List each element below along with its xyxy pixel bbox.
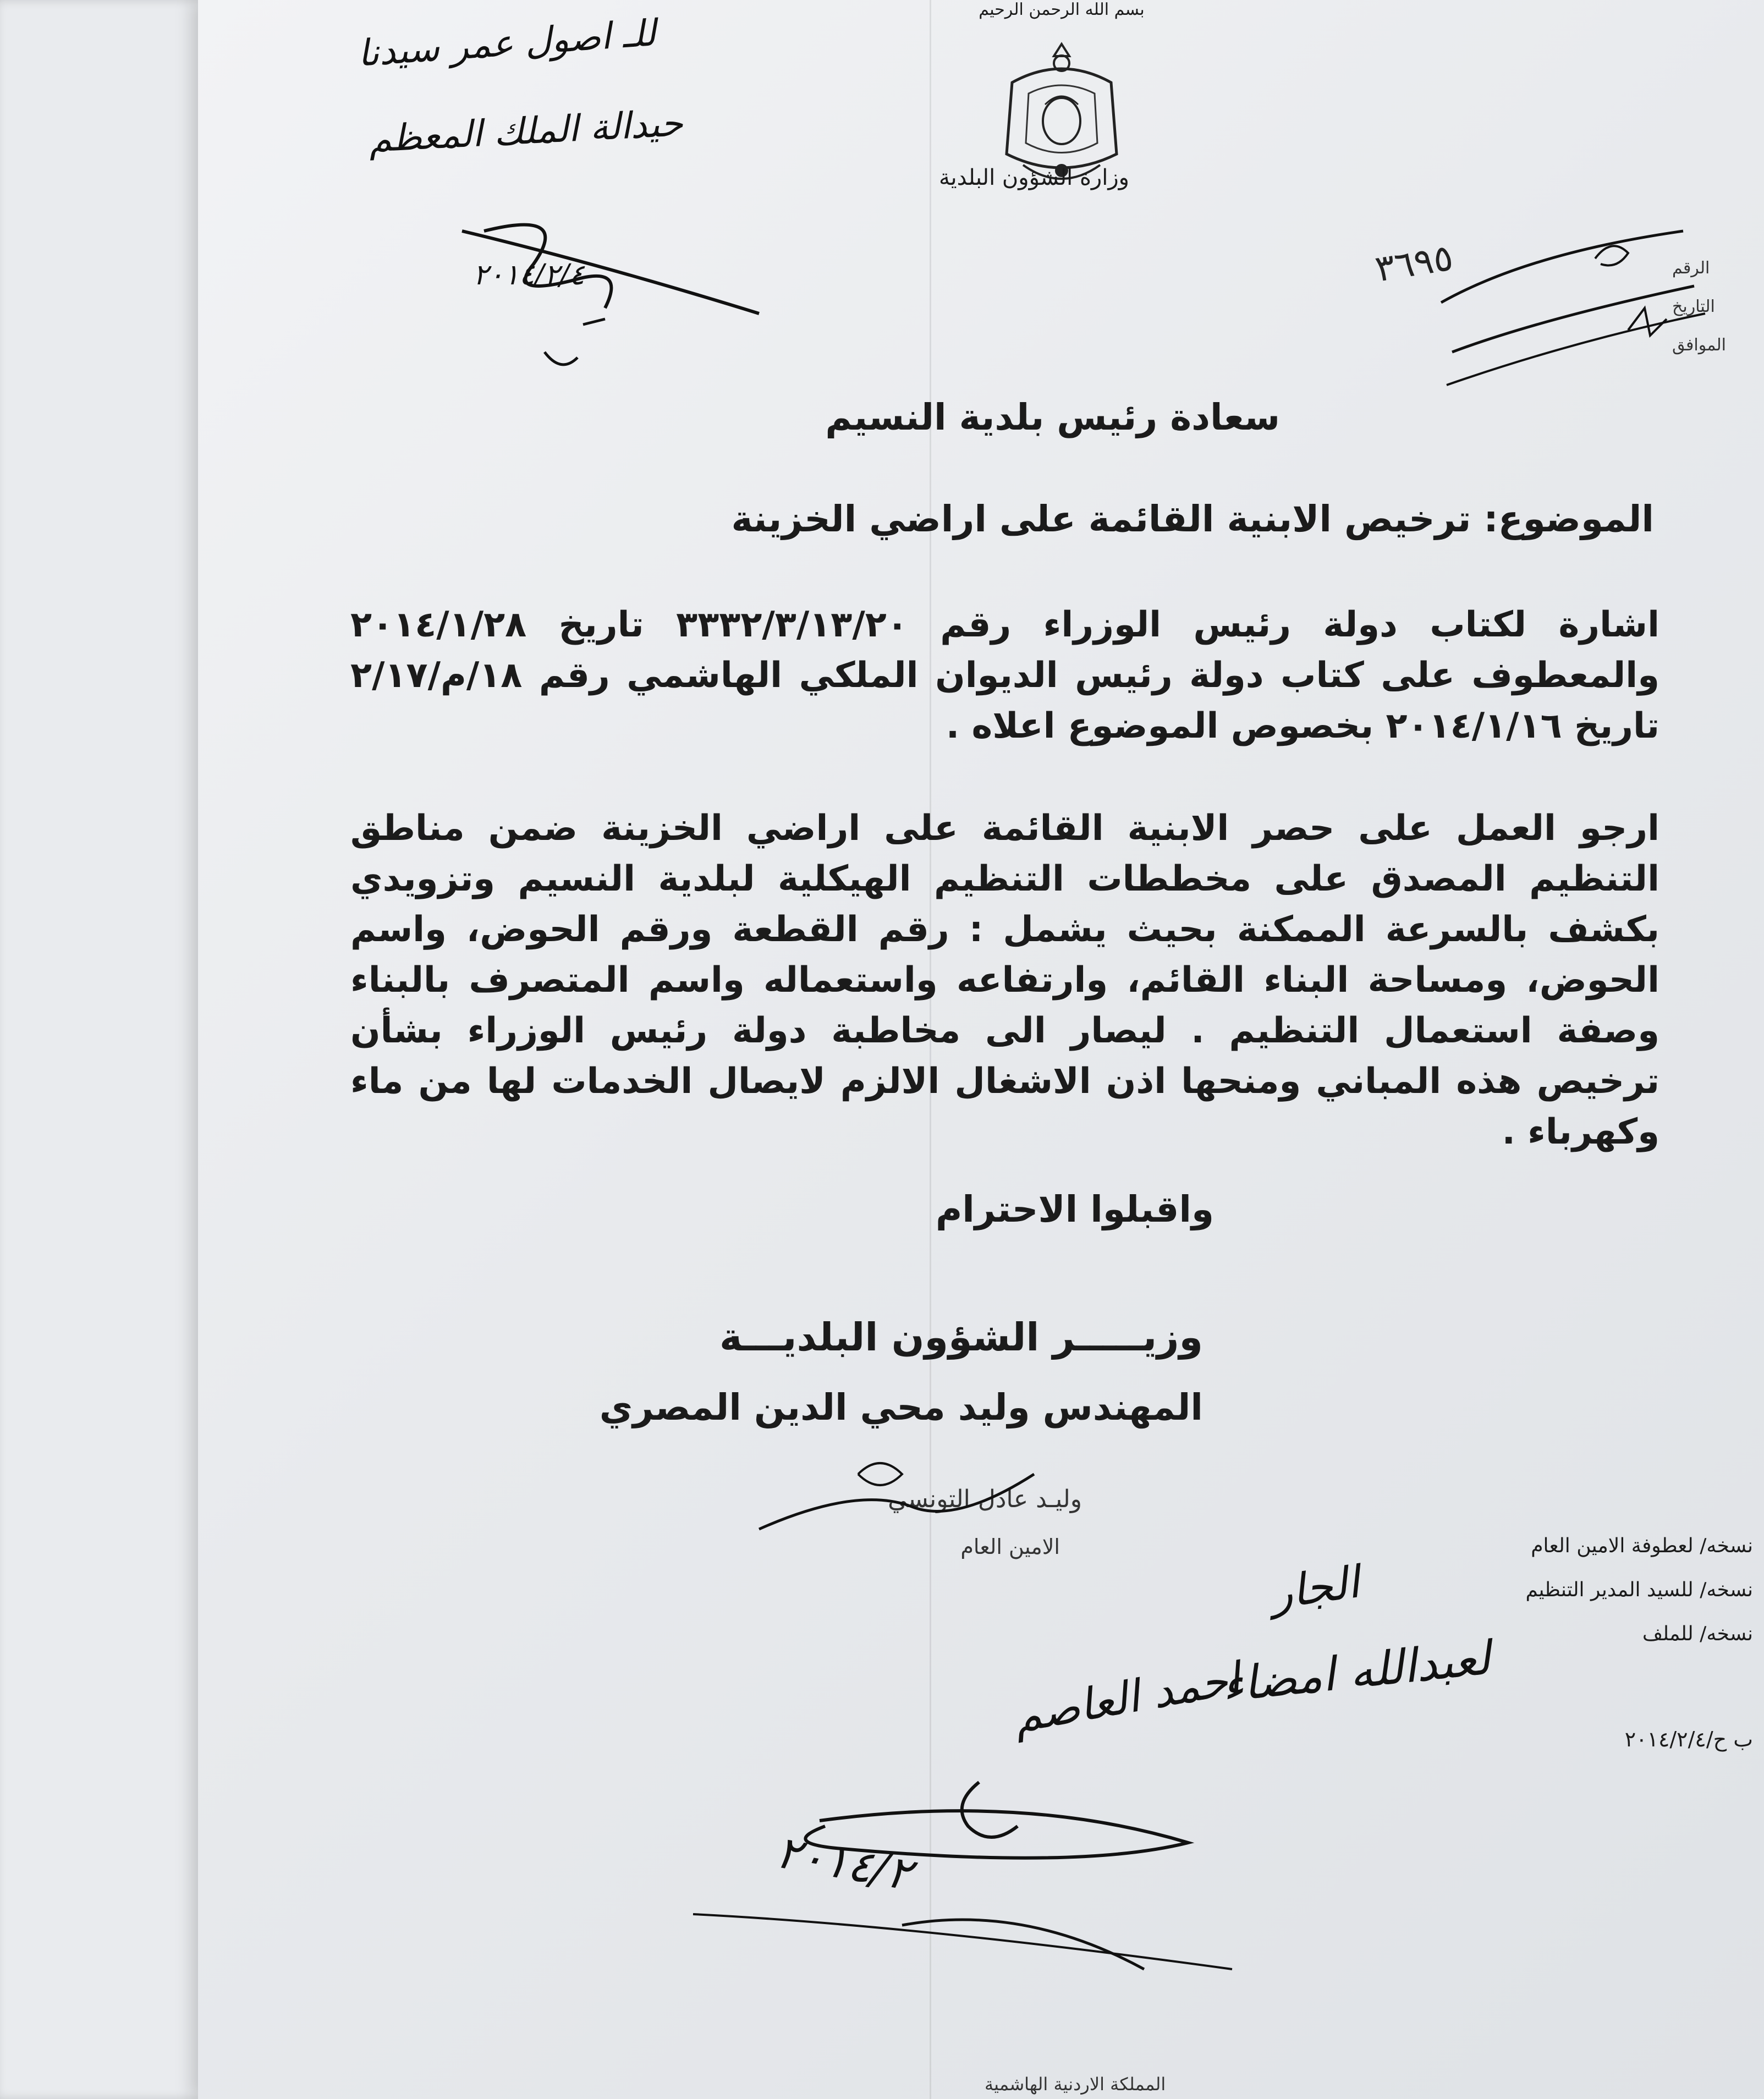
minister-signature <box>748 1452 1056 1562</box>
ref-label: الرقم <box>1672 259 1710 278</box>
stamp-role: الامين العام <box>960 1535 1060 1559</box>
stamp-name: وليـد عادل التونسي <box>888 1485 1082 1513</box>
reference-number: ٣٦٩٥ <box>1372 236 1456 290</box>
copy-date: ب ح/٢٠١٤/٢/٤ <box>1624 1727 1753 1751</box>
body-paragraph-1: اشارة لكتاب دولة رئيس الوزراء رقم ٣٣٣٢/٣/١٣/٢٠ تاريخ ٢٠١٤/١/٢٨ والمعطوف على كتاب دولة رئيس الديوان الملكي الهاشمي رقم ١٨/م/٢/١٧ تاريخ ٢٠١٤/١/١٦ بخصوص الموضوع اعلاه . <box>350 605 1659 746</box>
handwritten-signature-top <box>462 198 770 385</box>
copy-line-3: نسخه/ للملف <box>1642 1623 1753 1645</box>
letter-sheet <box>198 0 1764 2099</box>
handwritten-bottom-line3: احمد العاصم <box>1009 1652 1244 1743</box>
date-label: التاريخ <box>1672 297 1715 316</box>
footer-text: المملكة الاردنية الهاشمية <box>985 2074 1166 2095</box>
copy-line-1: نسخه/ لعطوفة الامين العام <box>1531 1535 1753 1557</box>
handwritten-reference-date <box>1430 220 1716 396</box>
copy-line-2: نسخه/ للسيد المدير التنظيم <box>1525 1579 1753 1601</box>
handwritten-bottom-line2: لعبدالله امضاء <box>1219 1630 1493 1713</box>
addressee: سعادة رئيس بلدية النسيم <box>825 396 1280 438</box>
body-paragraph-2: ارجو العمل على حصر الابنية القائمة على اراضي الخزينة ضمن مناطق التنظيم المصدق على مخططات التنظيم الهيكلية لبلدية النسيم وتزويدي بكشف بالسرعة الممكنة بحيث يشمل : رقم القطعة ورقم الحوض، واسم الحوض، ومساحة البناء القائم، وارتفاعه واستعماله واسم المتصرف بالبناء وصفة استعمال التنظيم . ليصار الى مخاطبة دولة رئيس الوزراء بشأن ترخيص هذه المباني ومنحها اذن الاشغال الالزم لايصال الخدمات لها من ماء وكهرباء . <box>350 808 1659 1152</box>
handwritten-date-top: ٢٠١٤/٢/٤ <box>473 259 585 292</box>
ministry-name: وزارة الشؤون البلدية <box>939 165 1129 190</box>
handwritten-note-line2: حيدالة الملك المعظم <box>367 102 684 161</box>
handwritten-bottom-date: ٢٠١٤/٢ <box>772 1826 916 1901</box>
closing: واقبلوا الاحترام <box>935 1188 1214 1230</box>
signer-name: المهندس وليد محي الدين المصري <box>599 1386 1203 1428</box>
handwritten-bottom-line1: الجار <box>1267 1556 1362 1619</box>
subject-line: الموضوع: ترخيص الابنية القائمة على اراضي الخزينة <box>731 498 1654 540</box>
handwritten-note-line1: للـ اصول عمر سيدنا <box>356 12 657 75</box>
signer-title: وزيـــــر الشؤون البلديـــة <box>719 1315 1203 1360</box>
corresponding-label: الموافق <box>1672 336 1727 355</box>
basmala: بسم الله الرحمن الرحيم <box>979 0 1145 19</box>
